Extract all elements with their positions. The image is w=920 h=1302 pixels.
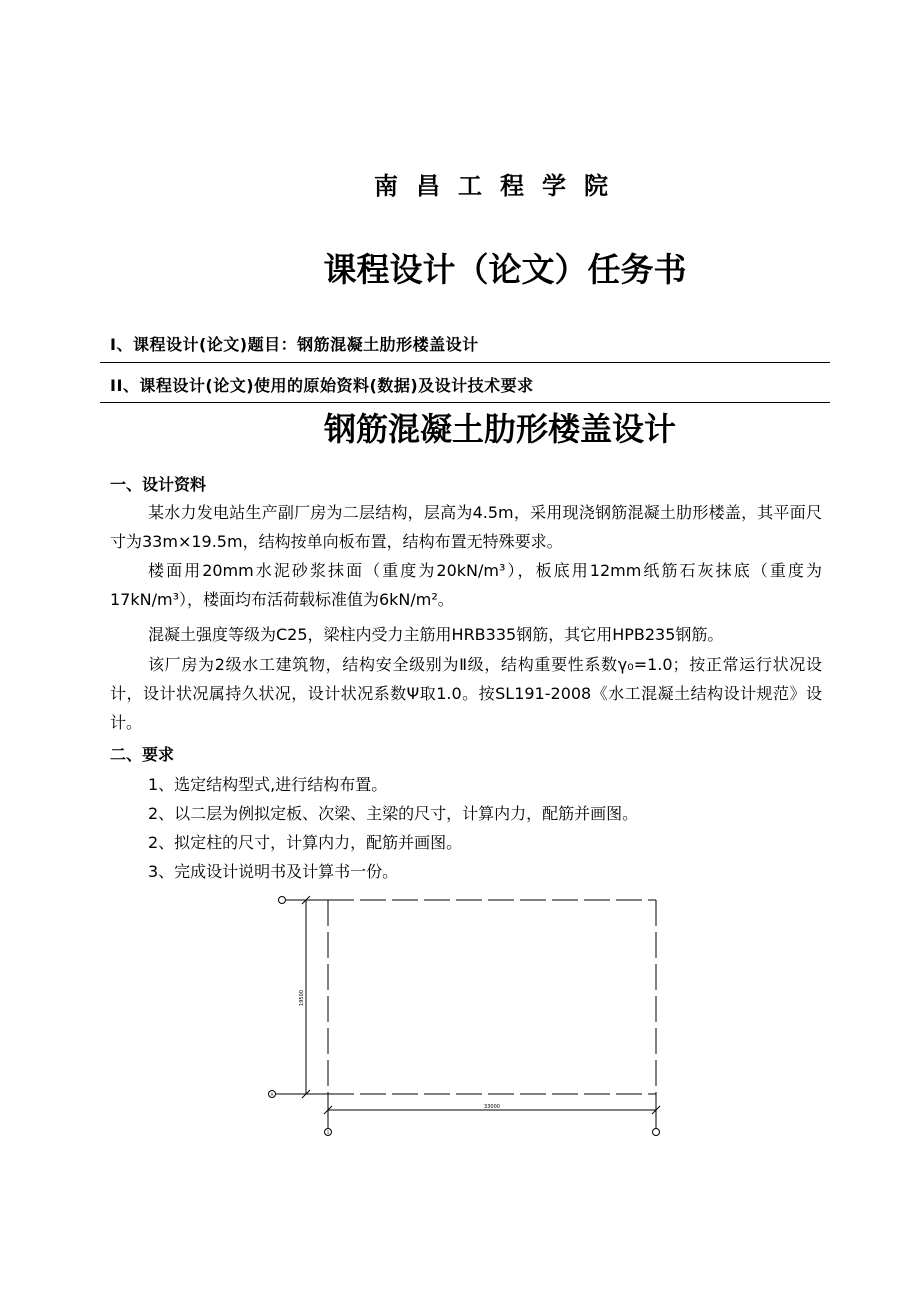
dimension-19500: 19500 [299, 990, 305, 1006]
section-divider [100, 402, 830, 403]
requirement-item: 3、完成设计说明书及计算书一份。 [148, 862, 399, 881]
heading-requirements: 二、要求 [110, 745, 175, 764]
paragraph-materials: 混凝土强度等级为C25，梁柱内受力主筋用HRB335钢筋，其它用HPB235钢筋。 [148, 625, 724, 644]
paragraph-safety: 该厂房为2级水工建筑物，结构安全级别为Ⅱ级，结构重要性系数γ₀=1.0；按正常运行状况设计，设计状况属持久状况，设计状况系数Ψ取1.0。按SL191-2008《水工混凝土结构设计规范》设计。 [110, 655, 822, 732]
school-name: 南昌工程学院 [374, 172, 626, 200]
requirement-item: 2、以二层为例拟定板、次梁、主梁的尺寸，计算内力，配筋并画图。 [148, 804, 639, 823]
floor-plan-drawing [260, 888, 680, 1148]
axis-label-1: 1 [326, 1130, 330, 1135]
axis-bubble-right [653, 1129, 660, 1136]
horizontal-dimension [324, 1094, 660, 1128]
requirement-item: 2、拟定柱的尺寸，计算内力，配筋并画图。 [148, 833, 463, 852]
section-requirements: II、课程设计(论文)使用的原始资料(数据)及设计技术要求 [110, 376, 534, 395]
section-divider [100, 362, 830, 363]
heading-design-data: 一、设计资料 [110, 475, 207, 494]
paragraph-building: 某水力发电站生产副厂房为二层结构，层高为4.5m，采用现浇钢筋混凝土肋形楼盖，其平面尺寸为33m×19.5m，结构按单向板布置，结构布置无特殊要求。 [110, 503, 822, 551]
axis-bubble-top [279, 897, 286, 904]
main-title: 钢筋混凝土肋形楼盖设计 [323, 410, 676, 448]
paragraph-loads: 楼面用20mm水泥砂浆抹面（重度为20kN/m³），板底用12mm纸筋石灰抹底（重度为17kN/m³），楼面均布活荷载标准值为6kN/m²。 [110, 561, 822, 609]
document-title: 课程设计（论文）任务书 [323, 250, 687, 289]
dimension-33000: 33000 [484, 1104, 500, 1110]
section-topic: I、课程设计(论文)题目：钢筋混凝土肋形楼盖设计 [110, 335, 479, 354]
requirement-item: 1、选定结构型式,进行结构布置。 [148, 775, 388, 794]
axis-label-a: A [270, 1092, 274, 1097]
plan-outline [328, 900, 656, 1094]
